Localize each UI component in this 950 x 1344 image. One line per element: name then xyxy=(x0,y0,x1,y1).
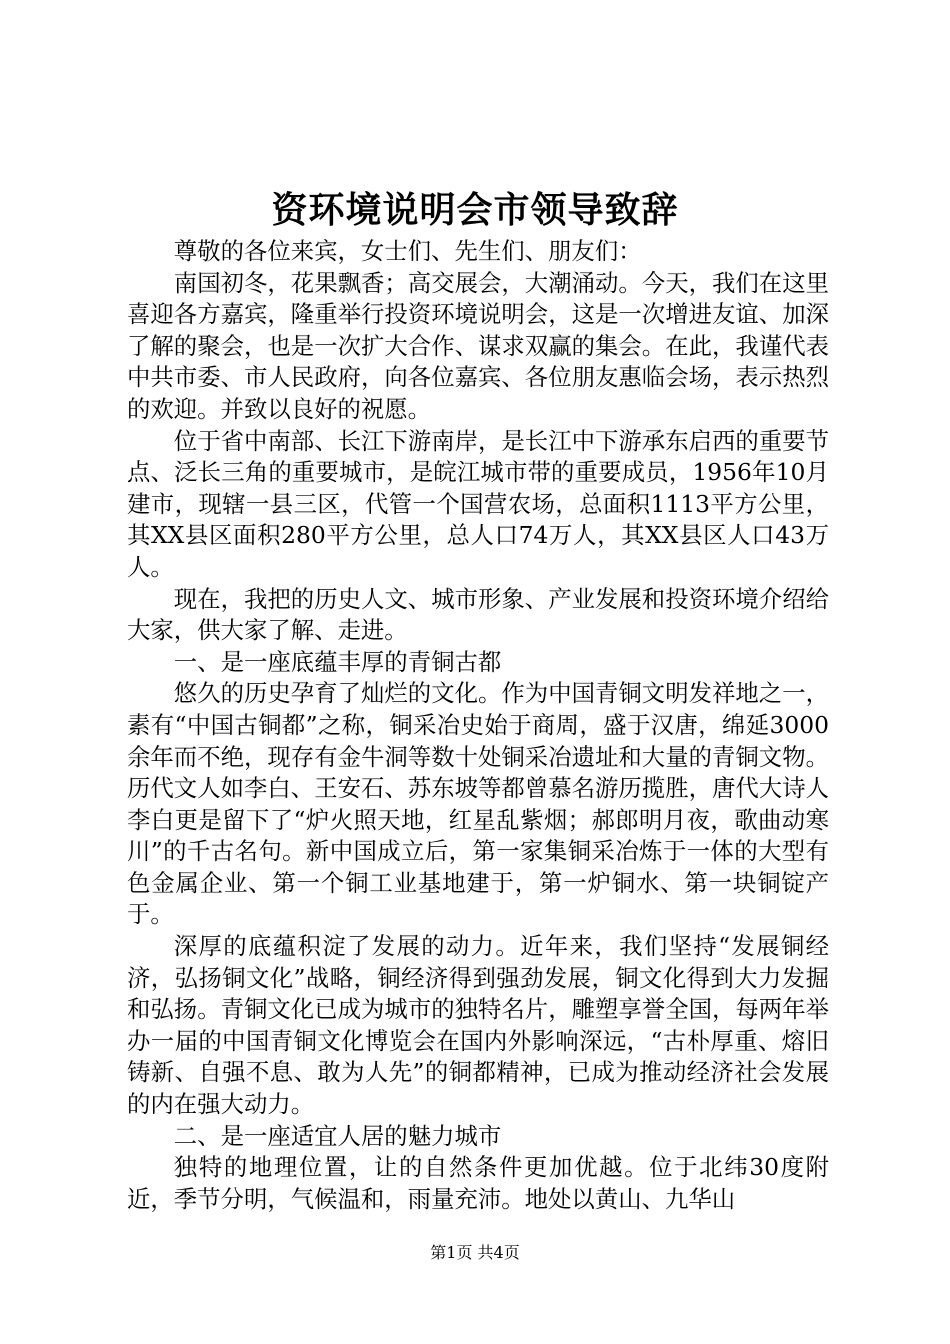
section-heading-1: 一、是一座底蕴丰厚的青铜古都 xyxy=(173,647,502,676)
paragraph-opening: 南国初冬，花果飘香；高交展会，大潮涌动。今天，我们在这里喜迎各方嘉宾，隆重举行投资环境说明会，这是一次增进友谊、加深了解的聚会，也是一次扩大合作、谋求双赢的集会。在此，我谨代表中共市委、市人民政府，向各位嘉宾、各位朋友惠临会场，表示热烈的欢迎。并致以良好的祝愿。 xyxy=(127,268,829,423)
section-heading-2: 二、是一座适宜人居的魅力城市 xyxy=(173,1121,502,1150)
paragraph-city-overview: 位于省中南部、长江下游南岸，是长江中下游承东启西的重要节点、泛长三角的重要城市，是皖江城市带的重要成员，1956年10月建市，现辖一县三区，代管一个国营农场，总面积1113平方公里，其XX县区面积280平方公里，总人口74万人，其XX县区人口43万人。 xyxy=(127,426,829,581)
document-body xyxy=(127,236,829,1215)
page-number-footer: 第1页 共4页 xyxy=(430,1243,520,1262)
paragraph-culture: 深厚的底蕴积淀了发展的动力。近年来，我们坚持“发展铜经济，弘扬铜文化”战略，铜经济得到强劲发展，铜文化得到大力发掘和弘扬。青铜文化已成为城市的独特名片，雕塑享誉全国，每两年举办一届的中国青铜文化博览会在国内外影响深远，“古朴厚重、熔旧铸新、自强不息、敢为人先”的铜都精神，已成为推动经济社会发展的内在强大动力。 xyxy=(127,932,829,1119)
paragraph-geography: 独特的地理位置，让的自然条件更加优越。位于北纬30度附近，季节分明，气候温和，雨量充沛。地处以黄山、九华山 xyxy=(127,1153,829,1213)
document-title: 资环境说明会市领导致辞 xyxy=(271,189,679,231)
paragraph-introduction: 现在，我把的历史人文、城市形象、产业发展和投资环境介绍给大家，供大家了解、走进。 xyxy=(127,584,829,645)
salutation: 尊敬的各位来宾，女士们、先生们、朋友们： xyxy=(173,237,642,265)
paragraph-history: 悠久的历史孕育了灿烂的文化。作为中国青铜文明发祥地之一，素有“中国古铜都”之称，铜采冶史始于商周，盛于汉唐，绵延3000余年而不绝，现存有金牛洞等数十处铜采冶遗址和大量的青铜文物。历代文人如李白、王安石、苏东坡等都曾慕名游历揽胜，唐代大诗人李白更是留下了“炉火照天地，红星乱紫烟；郝郎明月夜，歌曲动寒川”的千古名句。新中国成立后，第一家集铜采冶炼于一体的大型有色金属企业、第一个铜工业基地建于，第一炉铜水、第一块铜锭产于。 xyxy=(127,679,829,929)
